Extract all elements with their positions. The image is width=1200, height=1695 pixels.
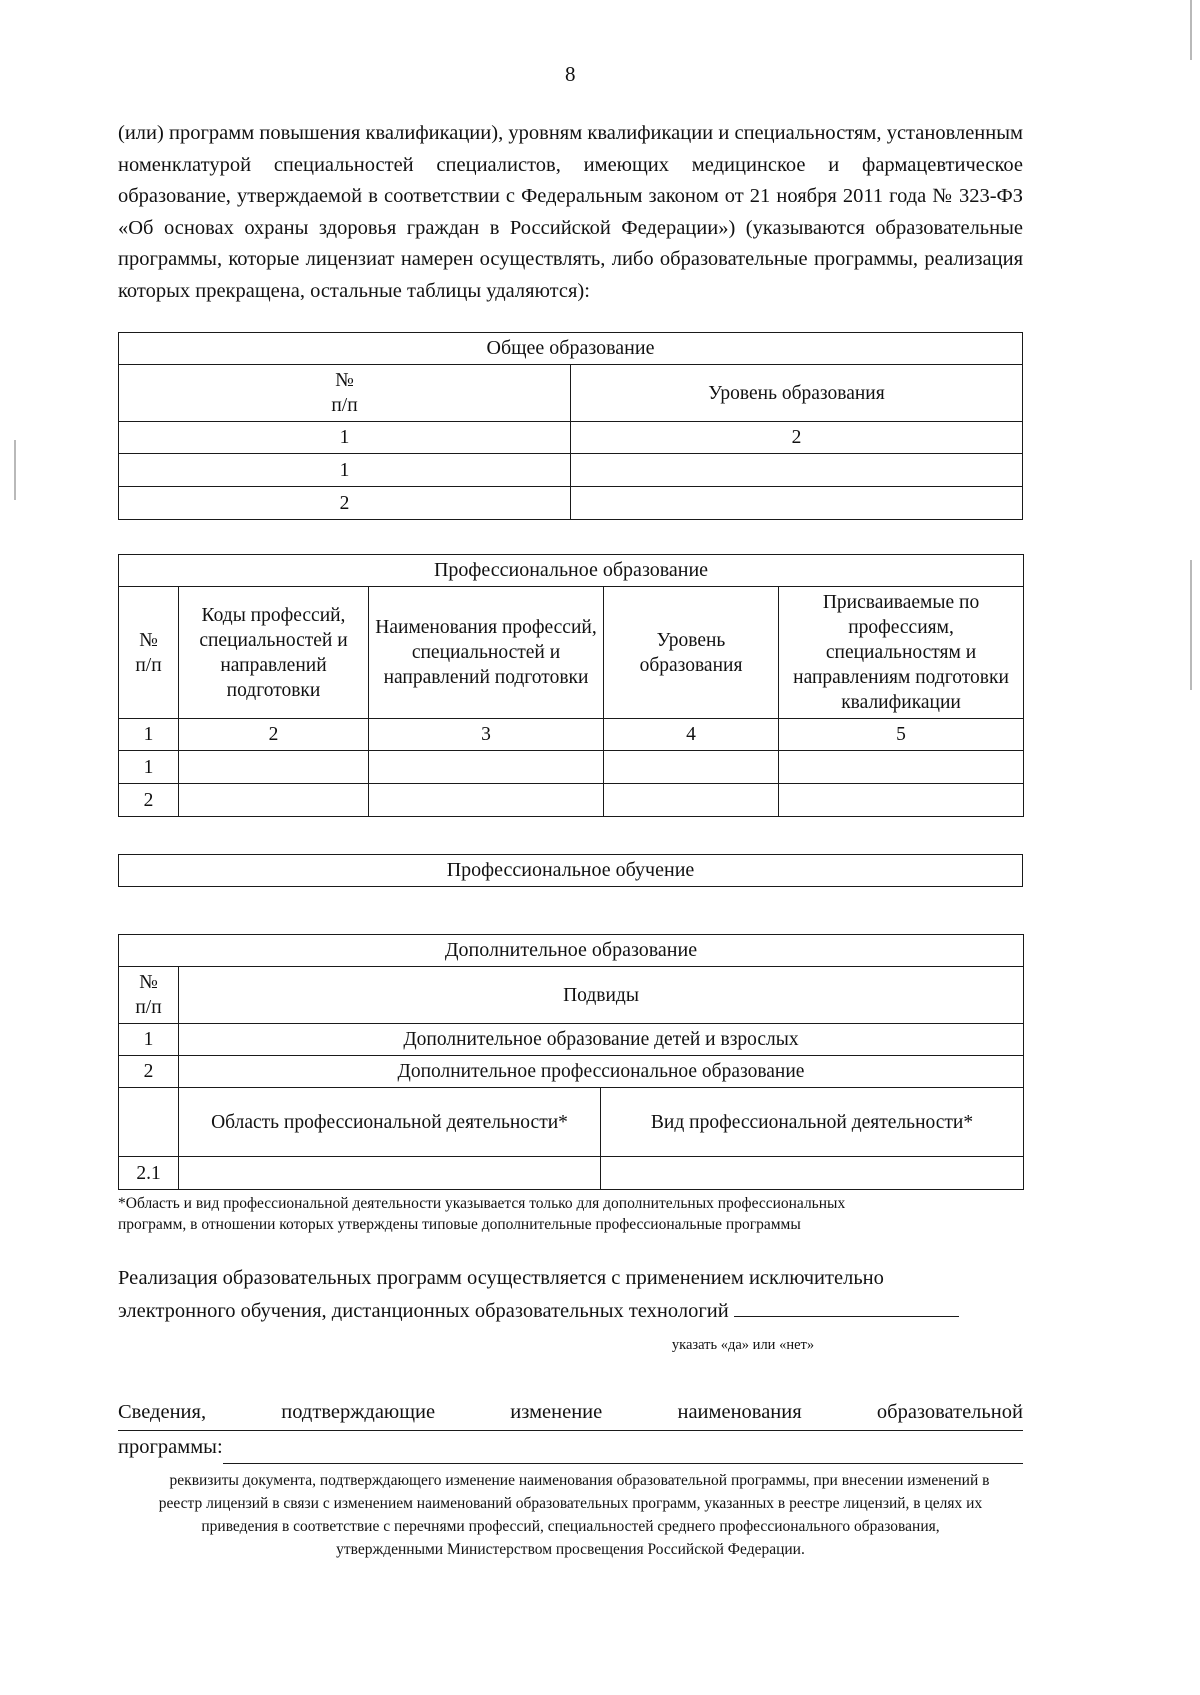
svedeniya-word-2: подтверждающие	[281, 1401, 436, 1423]
additional-area-header: Область профессиональной деятельности*	[179, 1088, 601, 1157]
svedeniya-word-5: образовательной	[876, 1401, 1023, 1423]
additional-education-table-wrap	[118, 934, 1023, 1190]
prof-colnum-5: 5	[779, 719, 1024, 751]
additional-num-header-line1: №	[139, 972, 158, 993]
general-colnum-1: 1	[119, 422, 571, 454]
general-colnum-2: 2	[571, 422, 1023, 454]
scan-edge-artifact-right-mid	[1190, 560, 1192, 690]
svedeniya-note-line-2: реестр лицензий в связи с изменением наименований образовательных программ, указанных в реестре лицензий, в целях их	[158, 1495, 983, 1512]
svedeniya-note-line-1: реквизиты документа, подтверждающего изменение наименования образовательной программы, при внесении изменений в	[169, 1472, 990, 1489]
professional-education-table	[118, 554, 1024, 817]
prof-row-names[interactable]	[369, 784, 604, 817]
svedeniya-note	[118, 1469, 1023, 1561]
additional-row-subtype[interactable]: Дополнительное образование детей и взрослых	[179, 1024, 1024, 1056]
table-header-row	[119, 365, 1023, 422]
realization-text-2: электронного обучения, дистанционных образовательных технологий	[118, 1300, 729, 1322]
prof-row-level[interactable]	[604, 784, 779, 817]
prof-row-codes[interactable]	[179, 784, 369, 817]
general-education-title: Общее образование	[119, 333, 1023, 365]
professional-education-table-wrap	[118, 554, 1023, 817]
general-row-num: 1	[119, 454, 571, 487]
prof-row-level[interactable]	[604, 751, 779, 784]
svedeniya-word-3: изменение	[510, 1401, 603, 1423]
svedeniya-note-line-4: утвержденными Министерством просвещения Российской Федерации.	[336, 1541, 805, 1558]
additional-num-header-line2: п/п	[135, 997, 162, 1018]
general-level-header: Уровень образования	[571, 365, 1023, 422]
general-education-table-wrap	[118, 332, 1023, 520]
svedeniya-block	[118, 1396, 1023, 1561]
additional-num-header	[119, 967, 179, 1024]
realization-line-2	[118, 1295, 1023, 1328]
prof-row-num: 1	[119, 751, 179, 784]
table-subheader-row	[119, 1088, 1024, 1157]
intro-paragraph: (или) программ повышения квалификации), уровням квалификации и специальностям, установленным номенклатурой специальностей специалистов, имеющих медицинское и фармацевтическое образование, утверждаемой в соответствии с Федеральным законом от 21 ноября 2011 года № 323-ФЗ «Об основах охраны здоровья граждан в Российской Федерации») (указываются образовательные программы, которые лицензиат намерен осуществлять, либо образовательные программы, реализация которых прекращена, остальные таблицы удаляются):	[118, 122, 1023, 302]
additional-row-num: 2	[119, 1056, 179, 1088]
table-row	[119, 1157, 1024, 1190]
svedeniya-word-1: Сведения,	[118, 1401, 207, 1423]
prof-names-header: Наименования профессий, специальностей и направлений подготовки	[369, 587, 604, 719]
prof-num-header	[119, 587, 179, 719]
prof-colnum-1: 1	[119, 719, 179, 751]
additional-subrow-kind[interactable]	[601, 1157, 1024, 1190]
table-row	[119, 487, 1023, 520]
svedeniya-input-field[interactable]	[223, 1436, 1023, 1464]
prof-row-codes[interactable]	[179, 751, 369, 784]
table-row	[119, 1024, 1024, 1056]
page-number: 8	[565, 62, 576, 86]
additional-subrow-num: 2.1	[119, 1157, 179, 1190]
prof-row-names[interactable]	[369, 751, 604, 784]
table-numbering-row	[119, 422, 1023, 454]
prof-qualifications-header: Присваиваемые по профессиям, специальностям и направлениям подготовки квалификации	[779, 587, 1024, 719]
general-num-header-line1: №	[335, 370, 354, 391]
prof-num-header-line2: п/п	[135, 654, 162, 676]
additional-education-table	[118, 934, 1024, 1190]
scan-edge-artifact-left	[14, 440, 16, 500]
professional-education-title: Профессиональное образование	[119, 555, 1024, 587]
footnote-line-2: программ, в отношении которых утверждены типовые дополнительные профессиональные программы	[118, 1216, 801, 1233]
table-title-row	[119, 855, 1023, 887]
realization-line-1	[118, 1262, 1023, 1295]
svedeniya-word-4: наименования	[677, 1401, 802, 1423]
prof-colnum-2: 2	[179, 719, 369, 751]
prof-colnum-3: 3	[369, 719, 604, 751]
table-row	[119, 784, 1024, 817]
table-title-row	[119, 555, 1024, 587]
table-header-row	[119, 587, 1024, 719]
table-header-row	[119, 967, 1024, 1024]
table-row	[119, 454, 1023, 487]
realization-text-1: Реализация образовательных программ осуществляется с применением исключительно	[118, 1267, 884, 1289]
svedeniya-label-programmy: программы:	[118, 1436, 223, 1458]
footnote-line-1: *Область и вид профессиональной деятельности указывается только для дополнительных профессиональных	[118, 1195, 846, 1212]
additional-row-num: 1	[119, 1024, 179, 1056]
table-title-row	[119, 333, 1023, 365]
table-row	[119, 1056, 1024, 1088]
prof-colnum-4: 4	[604, 719, 779, 751]
prof-level-header: Уровень образования	[604, 587, 779, 719]
table-numbering-row	[119, 719, 1024, 751]
general-education-table	[118, 332, 1023, 520]
prof-codes-header: Коды профессий, специальностей и направлений подготовки	[179, 587, 369, 719]
svedeniya-note-line-3: приведения в соответствие с перечнями профессий, специальностей среднего профессионального образования,	[201, 1518, 940, 1535]
general-row-level[interactable]	[571, 454, 1023, 487]
additional-education-footnote	[118, 1193, 1023, 1235]
general-num-header	[119, 365, 571, 422]
yes-no-answer-field[interactable]	[734, 1295, 959, 1317]
additional-subtypes-header: Подвиды	[179, 967, 1024, 1024]
table-row	[119, 751, 1024, 784]
professional-training-table	[118, 854, 1023, 887]
additional-subheader-num	[119, 1088, 179, 1157]
realization-paragraph	[118, 1262, 1023, 1362]
professional-training-table-wrap	[118, 854, 1023, 887]
scan-edge-artifact-right-top	[1190, 0, 1192, 60]
prof-row-num: 2	[119, 784, 179, 817]
additional-education-title: Дополнительное образование	[119, 935, 1024, 967]
additional-kind-header: Вид профессиональной деятельности*	[601, 1088, 1024, 1157]
svedeniya-line-2	[118, 1431, 1023, 1464]
additional-row-subtype[interactable]: Дополнительное профессиональное образование	[179, 1056, 1024, 1088]
prof-row-qualifications[interactable]	[779, 751, 1024, 784]
additional-subrow-area[interactable]	[179, 1157, 601, 1190]
prof-row-qualifications[interactable]	[779, 784, 1024, 817]
table-title-row	[119, 935, 1024, 967]
general-num-header-line2: п/п	[331, 395, 358, 416]
svedeniya-line-1	[118, 1396, 1023, 1431]
general-row-num: 2	[119, 487, 571, 520]
prof-num-header-line1: №	[139, 629, 158, 651]
general-row-level[interactable]	[571, 487, 1023, 520]
professional-training-title: Профессиональное обучение	[119, 855, 1023, 887]
yes-no-hint: указать «да» или «нет»	[671, 1337, 815, 1353]
